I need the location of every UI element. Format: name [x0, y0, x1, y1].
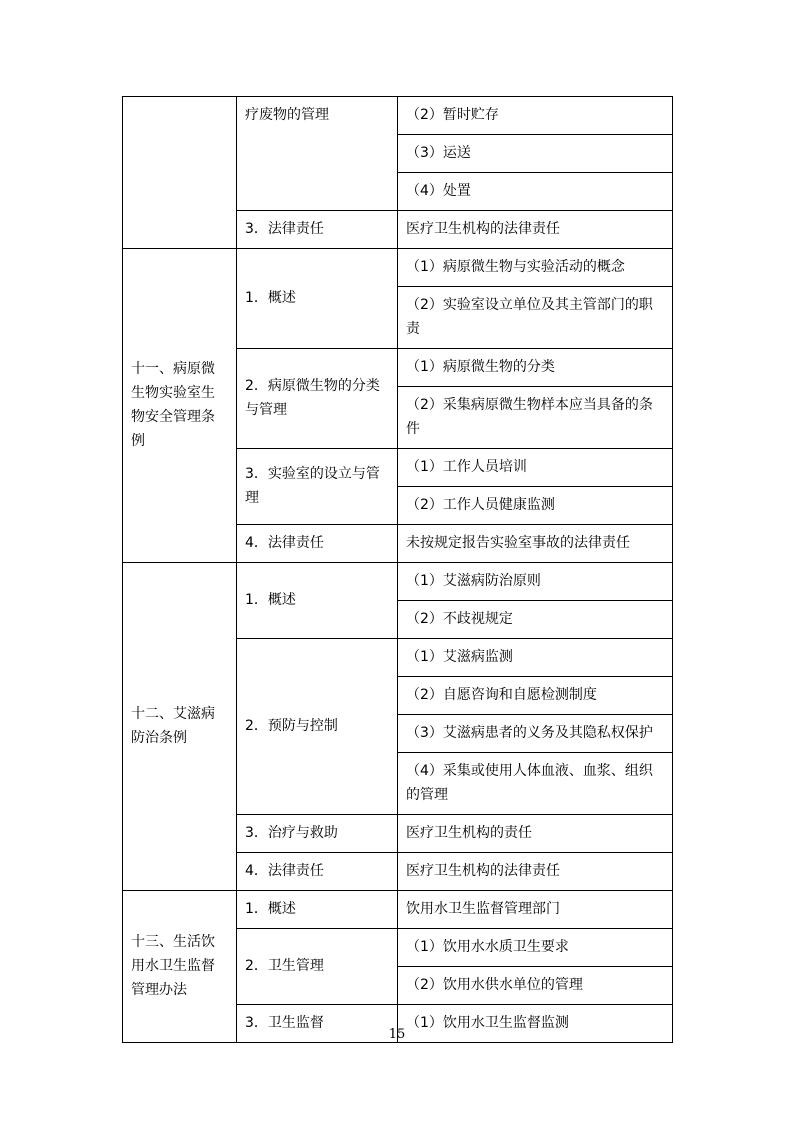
topic-cell: 2．预防与控制: [237, 639, 398, 815]
item-cell: （1）艾滋病防治原则: [398, 563, 673, 601]
table-row: [123, 891, 673, 929]
item-cell: （3）艾滋病患者的义务及其隐私权保护: [398, 715, 673, 753]
item-cell: （2）暂时贮存: [398, 97, 673, 135]
syllabus-table: [122, 96, 673, 1043]
item-cell: （3）运送: [398, 135, 673, 173]
topic-cell: 4．法律责任: [237, 853, 398, 891]
item-cell: （2）不歧视规定: [398, 601, 673, 639]
section-title-cell: 十一、病原微生物实验室生物安全管理条例: [123, 249, 237, 563]
item-cell: （1）病原微生物与实验活动的概念: [398, 249, 673, 287]
topic-cell: 4．法律责任: [237, 525, 398, 563]
item-cell: （4）采集或使用人体血液、血浆、组织的管理: [398, 753, 673, 815]
item-cell: 医疗卫生机构的责任: [398, 815, 673, 853]
topic-cell: 3．法律责任: [237, 211, 398, 249]
item-cell: （2）自愿咨询和自愿检测制度: [398, 677, 673, 715]
table-row: [123, 97, 673, 135]
item-cell: 医疗卫生机构的法律责任: [398, 211, 673, 249]
item-cell: （1）艾滋病监测: [398, 639, 673, 677]
topic-cell: 3．卫生监督: [237, 1005, 398, 1043]
topic-cell: 1．概述: [237, 563, 398, 639]
topic-cell: 2．病原微生物的分类与管理: [237, 349, 398, 449]
item-cell: 医疗卫生机构的法律责任: [398, 853, 673, 891]
item-cell: 未按规定报告实验室事故的法律责任: [398, 525, 673, 563]
section-cell-continued: [123, 97, 237, 249]
item-cell: （1）饮用水水质卫生要求: [398, 929, 673, 967]
topic-cell: 3．治疗与救助: [237, 815, 398, 853]
item-cell: （4）处置: [398, 173, 673, 211]
item-cell: （2）实验室设立单位及其主管部门的职责: [398, 287, 673, 349]
table-row: [123, 563, 673, 601]
topic-cell: 1．概述: [237, 249, 398, 349]
section-title-cell: 十三、生活饮用水卫生监督管理办法: [123, 891, 237, 1043]
item-cell: 饮用水卫生监督管理部门: [398, 891, 673, 929]
item-cell: （2）饮用水供水单位的管理: [398, 967, 673, 1005]
item-cell: （2）工作人员健康监测: [398, 487, 673, 525]
topic-cell: 疗废物的管理: [237, 97, 398, 211]
topic-cell: 2．卫生管理: [237, 929, 398, 1005]
item-cell: （2）采集病原微生物样本应当具备的条件: [398, 387, 673, 449]
table-row: [123, 249, 673, 287]
topic-cell: 1．概述: [237, 891, 398, 929]
topic-cell: 3．实验室的设立与管理: [237, 449, 398, 525]
item-cell: （1）病原微生物的分类: [398, 349, 673, 387]
item-cell: （1）饮用水卫生监督监测: [398, 1005, 673, 1043]
page-number: 15: [388, 1027, 406, 1042]
item-cell: （1）工作人员培训: [398, 449, 673, 487]
section-title-cell: 十二、艾滋病防治条例: [123, 563, 237, 891]
